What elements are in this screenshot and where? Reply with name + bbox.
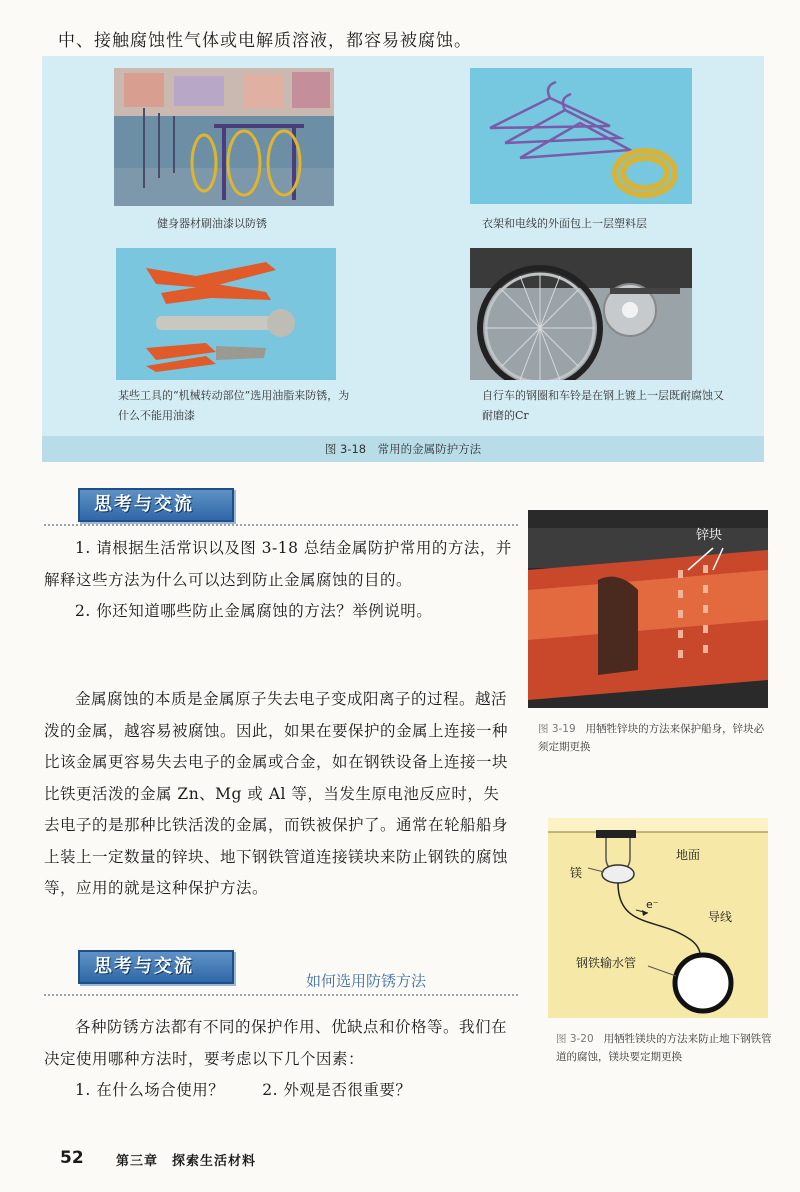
think-box-2-text: 各种防锈方法都有不同的保护作用、优缺点和价格等。我们在决定使用哪种方法时，要考虑以下几个因素： xyxy=(44,1018,508,1068)
gym-equipment-photo xyxy=(114,68,334,206)
hangers-wire-photo xyxy=(470,68,692,204)
figure-3-20-number: 图 3-20 xyxy=(556,1033,594,1045)
tools-caption: 某些工具的“机械转动部位”选用油脂来防锈，为什么不能用油漆 xyxy=(118,389,350,422)
think-box-2-content xyxy=(44,1012,514,1107)
figure-3-20-caption xyxy=(556,1030,772,1066)
think-box-1-label: 思考与交流 xyxy=(94,494,194,515)
zinc-block-label: 锌块 xyxy=(696,528,723,543)
magnesium-label: 镁 xyxy=(570,866,583,880)
ground-label: 地面 xyxy=(676,848,701,862)
page-number: 52 xyxy=(60,1148,84,1168)
figure-title-bar xyxy=(42,436,764,462)
think-box-1-divider xyxy=(44,524,518,526)
figure-3-18 xyxy=(42,56,764,462)
figure-3-20-diagram xyxy=(548,818,768,1018)
hangers-caption: 衣架和电线的外面包上一层塑料层 xyxy=(482,217,647,230)
figure-3-19-caption-text: 用牺牲锌块的方法来保护船身，锌块必须定期更换 xyxy=(538,723,765,753)
think-question-2: 2. 你还知道哪些防止金属腐蚀的方法？举例说明。 xyxy=(75,602,433,620)
figure-3-19-ship-photo xyxy=(528,510,768,708)
think-box-2-banner xyxy=(78,950,234,984)
wire-label: 导线 xyxy=(708,910,733,924)
figure-3-19-number: 图 3-19 xyxy=(538,723,576,735)
main-paragraph: 金属腐蚀的本质是金属原子失去电子变成阳离子的过程。越活泼的金属，越容易被腐蚀。因此，如果在要保护的金属上连接一种比该金属更容易失去电子的金属或合金，如在钢铁设备上连接一块比铁更活泼的金属 Zn、Mg 或 Al 等，当发生原电池反应时，失去电子的是那种比铁活泼的金属，而铁被保护了。通常在轮船船身上装上一定数量的锌块、地下钢铁管道连接镁块来防止钢铁的腐蚀等，应用的就是这种保护方法。 xyxy=(44,690,509,897)
think-box-2-label: 思考与交流 xyxy=(94,956,194,977)
bicycle-photo xyxy=(470,248,692,380)
chapter-title: 第三章 探索生活材料 xyxy=(116,1154,257,1169)
bike-caption: 自行车的钢圈和车铃是在钢上镀上一层既耐腐蚀又耐磨的Cr xyxy=(482,389,724,422)
think-box-2-item-2: 2. 外观是否很重要？ xyxy=(262,1081,412,1099)
think-question-1: 1. 请根据生活常识以及图 3-18 总结金属防护常用的方法，并解释这些方法为什么可以达到防止金属腐蚀的目的。 xyxy=(44,539,512,589)
think-box-2-items xyxy=(44,1075,514,1107)
figure-3-20-caption-text: 用牺牲镁块的方法来防止地下钢铁管道的腐蚀，镁块要定期更换 xyxy=(556,1033,772,1063)
electron-label: e⁻ xyxy=(646,898,659,911)
steel-pipe-label: 钢铁输水管 xyxy=(576,956,637,970)
think-box-1-questions xyxy=(44,533,514,628)
gym-caption: 健身器材刷油漆以防锈 xyxy=(157,217,267,230)
think-box-1-banner xyxy=(78,488,234,522)
figure-3-18-title: 图 3-18 常用的金属防护方法 xyxy=(324,442,482,456)
think-box-2-subtitle: 如何选用防锈方法 xyxy=(306,972,427,990)
tools-photo xyxy=(116,248,336,380)
figure-3-19-caption xyxy=(538,720,770,756)
think-box-2-divider xyxy=(44,994,518,996)
think-box-2-item-1: 1. 在什么场合使用？ xyxy=(75,1081,225,1099)
main-paragraph-box xyxy=(44,684,514,905)
intro-line: 中、接触腐蚀性气体或电解质溶液，都容易被腐蚀。 xyxy=(58,31,472,51)
